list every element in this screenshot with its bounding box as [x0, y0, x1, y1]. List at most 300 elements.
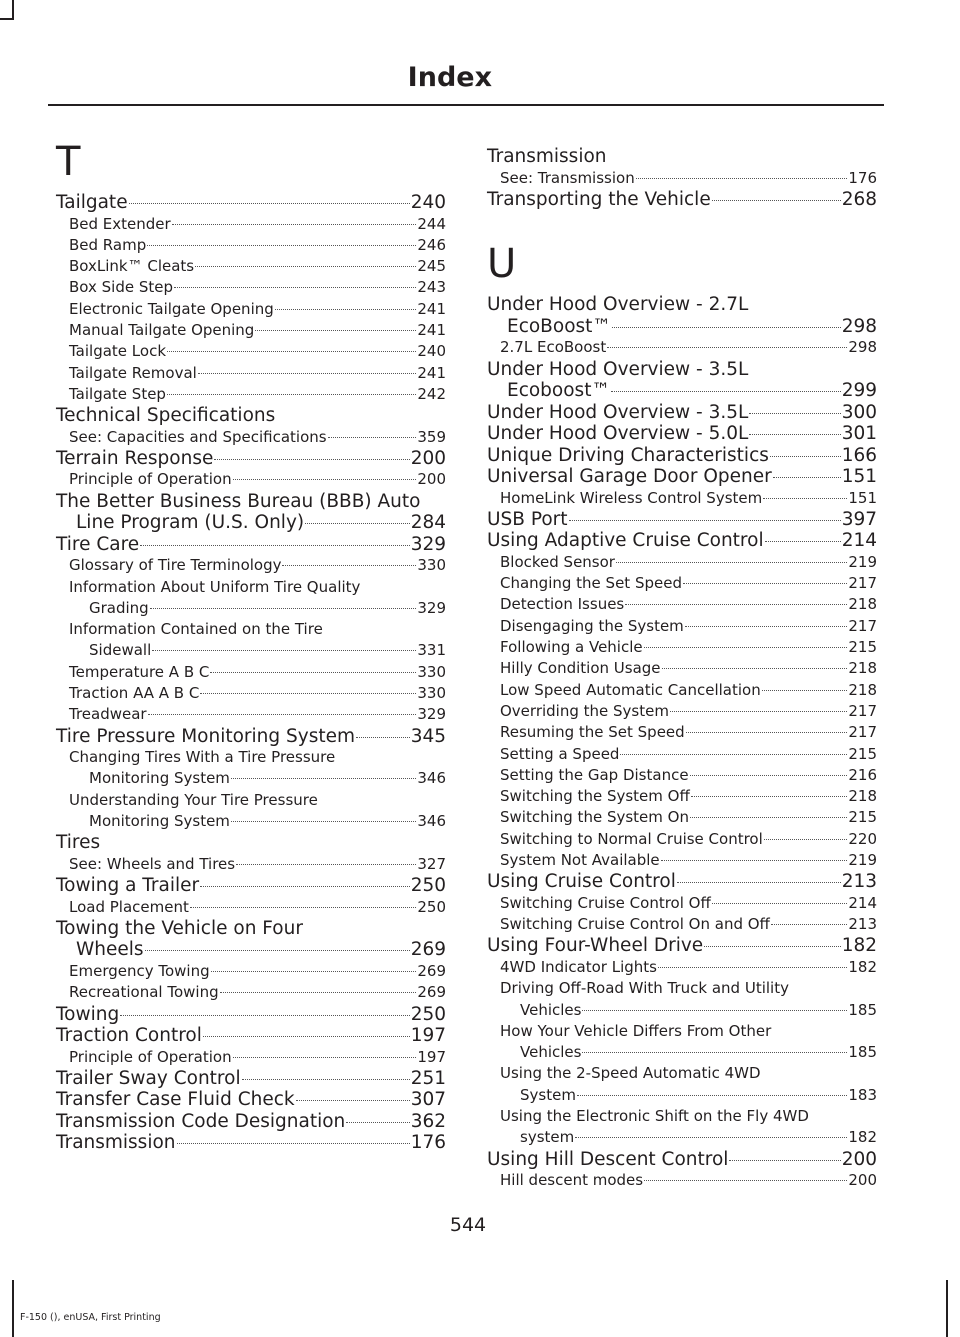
entry-row [56, 1068, 446, 1090]
entry-page: 269 [417, 983, 446, 1002]
index-subentry [487, 914, 877, 935]
entry-label: Manual Tailgate Opening [69, 320, 255, 339]
dot-leader [616, 562, 847, 563]
entry-label: Unique Driving Characteristics [487, 444, 769, 466]
entry-label: Tailgate Removal [69, 363, 197, 382]
index-subentry [56, 704, 446, 725]
index-entry [56, 832, 446, 854]
entry-row [56, 405, 446, 427]
entry-row [56, 939, 446, 961]
entry-row [56, 832, 446, 854]
entry-label-line: Changing Tires With a Tire Pressure [69, 748, 336, 767]
entry-page: 220 [848, 829, 877, 848]
index-subentry [56, 341, 446, 362]
index-subentry [487, 765, 877, 786]
entry-label: Monitoring System [89, 812, 230, 831]
entry-label: System [520, 1085, 576, 1104]
entry-label: Ecoboost™ [507, 380, 610, 402]
entry-page: 200 [410, 447, 446, 469]
dot-leader [195, 266, 416, 267]
entry-row [500, 616, 877, 637]
entry-page: 269 [417, 961, 446, 980]
index-entry [56, 1025, 446, 1047]
entry-page: 242 [417, 384, 446, 403]
index-subentry [487, 978, 877, 1021]
entry-row [56, 534, 446, 556]
index-subentry [487, 337, 877, 358]
entry-row [69, 982, 446, 1003]
entry-label: Following a Vehicle [500, 638, 643, 657]
entry-label: Low Speed Automatic Cancellation [500, 680, 761, 699]
entry-label-line: Understanding Your Tire Pressure [69, 790, 318, 809]
header-divider [48, 104, 884, 106]
entry-label: Traction Control [56, 1025, 202, 1047]
entry-row [487, 871, 877, 893]
dot-leader [729, 1160, 840, 1161]
index-subentry [56, 299, 446, 320]
section-gap [487, 210, 877, 240]
entry-label: Changing the Set Speed [500, 574, 682, 593]
dot-leader [771, 924, 847, 925]
index-column-left [56, 138, 446, 1154]
entry-page: 213 [848, 915, 877, 934]
entry-label: Tailgate Lock [69, 342, 167, 361]
entry-row [56, 448, 446, 470]
dot-leader [150, 608, 417, 609]
entry-row [500, 573, 877, 594]
entry-page: 245 [417, 257, 446, 276]
entry-row [500, 765, 877, 786]
entry-label: Principle of Operation [69, 1047, 232, 1066]
entry-page: 176 [848, 168, 877, 187]
dot-leader [177, 1143, 410, 1144]
entry-row [69, 214, 446, 235]
entry-label: Using Hill Descent Control [487, 1148, 729, 1170]
entry-row [500, 893, 877, 914]
dot-leader [152, 650, 416, 651]
index-entry [487, 445, 877, 467]
entry-label: Universal Garage Door Opener [487, 466, 772, 488]
index-subentry [487, 722, 877, 743]
entry-page: 307 [410, 1089, 446, 1111]
entry-row [500, 168, 877, 189]
dot-leader [198, 373, 417, 374]
index-subentry [487, 680, 877, 701]
index-subentry [487, 850, 877, 871]
page-number: 544 [449, 1214, 487, 1236]
index-subentry [487, 893, 877, 914]
index-subentry [56, 961, 446, 982]
entry-row [69, 598, 446, 619]
dot-leader [636, 178, 848, 179]
index-subentry [56, 747, 446, 790]
entry-row [487, 445, 877, 467]
index-entry [487, 423, 877, 445]
entry-label: Tires [56, 832, 101, 854]
entry-page: 269 [410, 939, 446, 961]
entry-label: Terrain Response [56, 447, 214, 469]
entry-row [487, 935, 877, 957]
entry-label: Transmission Code Designation [56, 1110, 346, 1132]
entry-page: 241 [417, 299, 446, 318]
entry-page: 215 [848, 638, 877, 657]
entry-row [500, 722, 877, 743]
entry-row [56, 1089, 446, 1111]
index-subentry [56, 897, 446, 918]
crop-mark [0, 18, 14, 20]
entry-page: 329 [410, 533, 446, 555]
entry-label: Towing a Trailer [56, 875, 200, 897]
index-subentry [56, 427, 446, 448]
index-subentry [56, 363, 446, 384]
entry-row [500, 337, 877, 358]
entry-row [500, 1127, 877, 1148]
entry-page: 244 [417, 214, 446, 233]
index-entry [56, 1068, 446, 1090]
entry-page: 241 [417, 320, 446, 339]
entry-page: 298 [848, 338, 877, 357]
entry-label: Glossary of Tire Terminology [69, 556, 282, 575]
dot-leader [749, 413, 840, 414]
index-subentry [487, 829, 877, 850]
entry-label: HomeLink Wireless Control System [500, 488, 763, 507]
entry-row [56, 875, 446, 897]
dot-leader [211, 971, 417, 972]
entry-row [500, 1170, 877, 1191]
entry-row [69, 683, 446, 704]
index-entry [487, 509, 877, 531]
entry-row [69, 320, 446, 341]
entry-row [500, 552, 877, 573]
dot-leader [220, 992, 417, 993]
entry-page: 301 [841, 423, 877, 445]
entry-page: 330 [417, 662, 446, 681]
dot-leader [575, 1137, 847, 1138]
entry-row [500, 829, 877, 850]
entry-label: Resuming the Set Speed [500, 723, 685, 742]
entry-page: 218 [848, 595, 877, 614]
entry-page: 215 [848, 808, 877, 827]
entry-page: 298 [841, 315, 877, 337]
entry-label: Monitoring System [89, 769, 230, 788]
entry-label: Switching Cruise Control Off [500, 893, 711, 912]
dot-leader [203, 1036, 410, 1037]
dot-leader [242, 1079, 410, 1080]
entry-label: Hilly Condition Usage [500, 659, 661, 678]
entry-row [56, 1111, 446, 1133]
entry-label: Wheels [76, 939, 144, 961]
index-entry [56, 1089, 446, 1111]
dot-leader [582, 1052, 847, 1053]
entry-page: 217 [848, 723, 877, 742]
index-subentry [487, 488, 877, 509]
dot-leader [662, 668, 848, 669]
dot-leader [607, 347, 847, 348]
dot-leader [661, 860, 848, 861]
dot-leader [174, 287, 416, 288]
index-entry [56, 534, 446, 556]
crop-mark [12, 1280, 14, 1337]
index-entry [487, 359, 877, 402]
entry-row [69, 363, 446, 384]
index-entry [487, 935, 877, 957]
entry-page: 214 [841, 530, 877, 552]
entry-page: 216 [848, 765, 877, 784]
index-subentry [56, 320, 446, 341]
entry-row [487, 316, 877, 338]
entry-page: 219 [848, 552, 877, 571]
index-subentry [56, 982, 446, 1003]
index-entry [487, 189, 877, 211]
dot-leader [167, 351, 416, 352]
entry-label: Emergency Towing [69, 961, 210, 980]
entry-row [487, 189, 877, 211]
index-subentry [487, 786, 877, 807]
entry-row [56, 512, 446, 534]
index-entry [56, 1004, 446, 1026]
section-letter: T [56, 139, 81, 185]
index-subentry [487, 1021, 877, 1064]
dot-leader [172, 224, 417, 225]
dot-leader [765, 541, 841, 542]
dot-leader [762, 690, 848, 691]
index-entry [487, 1149, 877, 1171]
entry-label: Sidewall [89, 641, 152, 660]
entry-label: USB Port [487, 508, 568, 530]
entry-row [69, 341, 446, 362]
entry-page: 215 [848, 744, 877, 763]
entry-label: Switching the System On [500, 808, 689, 827]
dot-leader [625, 604, 847, 605]
dot-leader [200, 693, 416, 694]
entry-label: Under Hood Overview - 5.0L [487, 423, 749, 445]
dot-leader [148, 714, 417, 715]
entry-row [69, 256, 446, 277]
index-subentry [487, 168, 877, 189]
dot-leader [749, 434, 840, 435]
dot-leader [691, 796, 848, 797]
entry-row [500, 658, 877, 679]
dot-leader [569, 520, 841, 521]
index-entry [487, 146, 877, 168]
index-subentry [487, 594, 877, 615]
dot-leader [677, 882, 841, 883]
entry-row [69, 640, 446, 661]
entry-row [500, 786, 877, 807]
entry-row [487, 146, 877, 168]
index-entry [56, 405, 446, 427]
entry-label: See: Capacities and Specifications [69, 427, 327, 446]
entry-label: Load Placement [69, 897, 189, 916]
entry-page: 284 [410, 512, 446, 534]
entry-page: 166 [841, 444, 877, 466]
entry-label-line: Under Hood Overview - 3.5L [487, 358, 749, 380]
dot-leader [147, 245, 416, 246]
entry-page: 240 [410, 192, 446, 213]
dot-leader [214, 459, 409, 460]
entry-row [500, 957, 877, 978]
entry-label: Tire Care [56, 533, 140, 555]
entry-page: 327 [417, 854, 446, 873]
entry-row [69, 555, 446, 576]
dot-leader [686, 732, 848, 733]
entry-label: Switching to Normal Cruise Control [500, 829, 763, 848]
index-subentry [487, 1063, 877, 1106]
entry-row [487, 509, 877, 531]
index-subentry [487, 637, 877, 658]
index-subentry [487, 552, 877, 573]
entry-page: 182 [848, 1128, 877, 1147]
entry-page: 240 [417, 342, 446, 361]
dot-leader [296, 1100, 410, 1101]
entry-label: Switching Cruise Control On and Off [500, 915, 770, 934]
entry-label: Tire Pressure Monitoring System [56, 725, 356, 747]
entry-row [56, 1004, 446, 1026]
entry-label-line: The Better Business Bureau (BBB) Auto [56, 490, 421, 512]
entry-row [69, 768, 446, 789]
entry-page: 151 [848, 488, 877, 507]
dot-leader [690, 775, 848, 776]
entry-label: Temperature A B C [69, 662, 210, 681]
entry-page: 176 [410, 1132, 446, 1154]
entry-label: Treadwear [69, 705, 147, 724]
entry-page: 268 [841, 188, 877, 210]
index-entry [487, 871, 877, 893]
index-subentry [487, 744, 877, 765]
index-entry [56, 726, 446, 748]
entry-label: Using Four-Wheel Drive [487, 935, 704, 957]
entry-row [500, 1000, 877, 1021]
entry-row [69, 811, 446, 832]
entry-row [487, 380, 877, 402]
entry-row [487, 530, 877, 552]
entry-page: 214 [848, 893, 877, 912]
dot-leader [140, 545, 410, 546]
entry-label: Detection Issues [500, 595, 625, 614]
dot-leader [704, 946, 841, 947]
entry-row [69, 897, 446, 918]
entry-label: Vehicles [520, 1043, 582, 1062]
entry-row [500, 488, 877, 509]
entry-row [69, 235, 446, 256]
entry-page: 217 [848, 616, 877, 635]
index-subentry [56, 577, 446, 620]
entry-row [69, 1047, 446, 1068]
entry-page: 182 [848, 957, 877, 976]
index-subentry [487, 658, 877, 679]
index-subentry [487, 616, 877, 637]
entry-row [500, 1042, 877, 1063]
dot-leader [644, 647, 848, 648]
entry-page: 330 [417, 556, 446, 575]
entry-page: 218 [848, 659, 877, 678]
entry-row [500, 1085, 877, 1106]
entry-row [69, 384, 446, 405]
entry-label-line: Under Hood Overview - 2.7L [487, 294, 749, 316]
entry-label: Transfer Case Fluid Check [56, 1089, 295, 1111]
index-subentry [487, 1170, 877, 1191]
entry-label: 2.7L EcoBoost [500, 338, 607, 357]
entry-label: Electronic Tailgate Opening [69, 299, 274, 318]
index-subentry [56, 790, 446, 833]
entry-label: Using Cruise Control [487, 871, 676, 893]
entry-row [69, 427, 446, 448]
index-subentry [56, 256, 446, 277]
index-entry [56, 192, 446, 214]
index-subentry [56, 854, 446, 875]
index-entry [487, 294, 877, 337]
dot-leader [712, 903, 848, 904]
page-title: Index [407, 62, 492, 93]
dot-leader [305, 523, 410, 524]
entry-page: 185 [848, 1043, 877, 1062]
entry-page: 200 [417, 470, 446, 489]
entry-page: 183 [848, 1085, 877, 1104]
entry-row [500, 914, 877, 935]
entry-row [500, 744, 877, 765]
dot-leader [145, 950, 410, 951]
dot-leader [620, 754, 847, 755]
index-subentry [56, 235, 446, 256]
entry-label: System Not Available [500, 851, 660, 870]
index-entry [487, 466, 877, 488]
entry-label-line: Using the 2-Speed Automatic 4WD [500, 1064, 761, 1083]
dot-leader [764, 839, 848, 840]
entry-label: See: Wheels and Tires [69, 854, 236, 873]
entry-page: 250 [417, 897, 446, 916]
dot-leader [282, 565, 416, 566]
entry-page: 251 [410, 1067, 446, 1089]
entry-row [69, 469, 446, 490]
entry-label-line: Towing the Vehicle on Four [56, 917, 303, 939]
index-subentry [56, 214, 446, 235]
dot-leader [233, 1057, 417, 1058]
index-subentry [487, 807, 877, 828]
entry-page: 345 [410, 725, 446, 747]
entry-label: Disengaging the System [500, 616, 684, 635]
entry-label: system [520, 1128, 575, 1147]
entry-page: 300 [841, 401, 877, 423]
dot-leader [683, 583, 847, 584]
dot-leader [328, 437, 417, 438]
entry-label: Bed Extender [69, 214, 171, 233]
entry-page: 219 [848, 851, 877, 870]
dot-leader [685, 626, 848, 627]
dot-leader [231, 778, 416, 779]
index-entry [56, 1132, 446, 1154]
entry-label-line: Information About Uniform Tire Quality [69, 577, 361, 596]
dot-leader [275, 309, 417, 310]
index-entry [56, 875, 446, 897]
index-entry [487, 402, 877, 424]
index-subentry [56, 384, 446, 405]
entry-label: Trailer Sway Control [56, 1067, 241, 1089]
entry-page: 397 [841, 508, 877, 530]
index-entry [56, 491, 446, 534]
dot-leader [167, 394, 416, 395]
index-entry [56, 1111, 446, 1133]
entry-page: 217 [848, 701, 877, 720]
entry-page: 362 [410, 1110, 446, 1132]
dot-leader [356, 737, 410, 738]
edition-label: F-150 (), enUSA, First Printing [20, 1312, 161, 1323]
entry-label-line: Driving Off-Road With Truck and Utility [500, 979, 789, 998]
entry-label-line: How Your Vehicle Differs From Other [500, 1021, 772, 1040]
index-subentry [56, 555, 446, 576]
entry-row [69, 299, 446, 320]
crop-mark [12, 0, 14, 20]
dot-leader [773, 477, 841, 478]
